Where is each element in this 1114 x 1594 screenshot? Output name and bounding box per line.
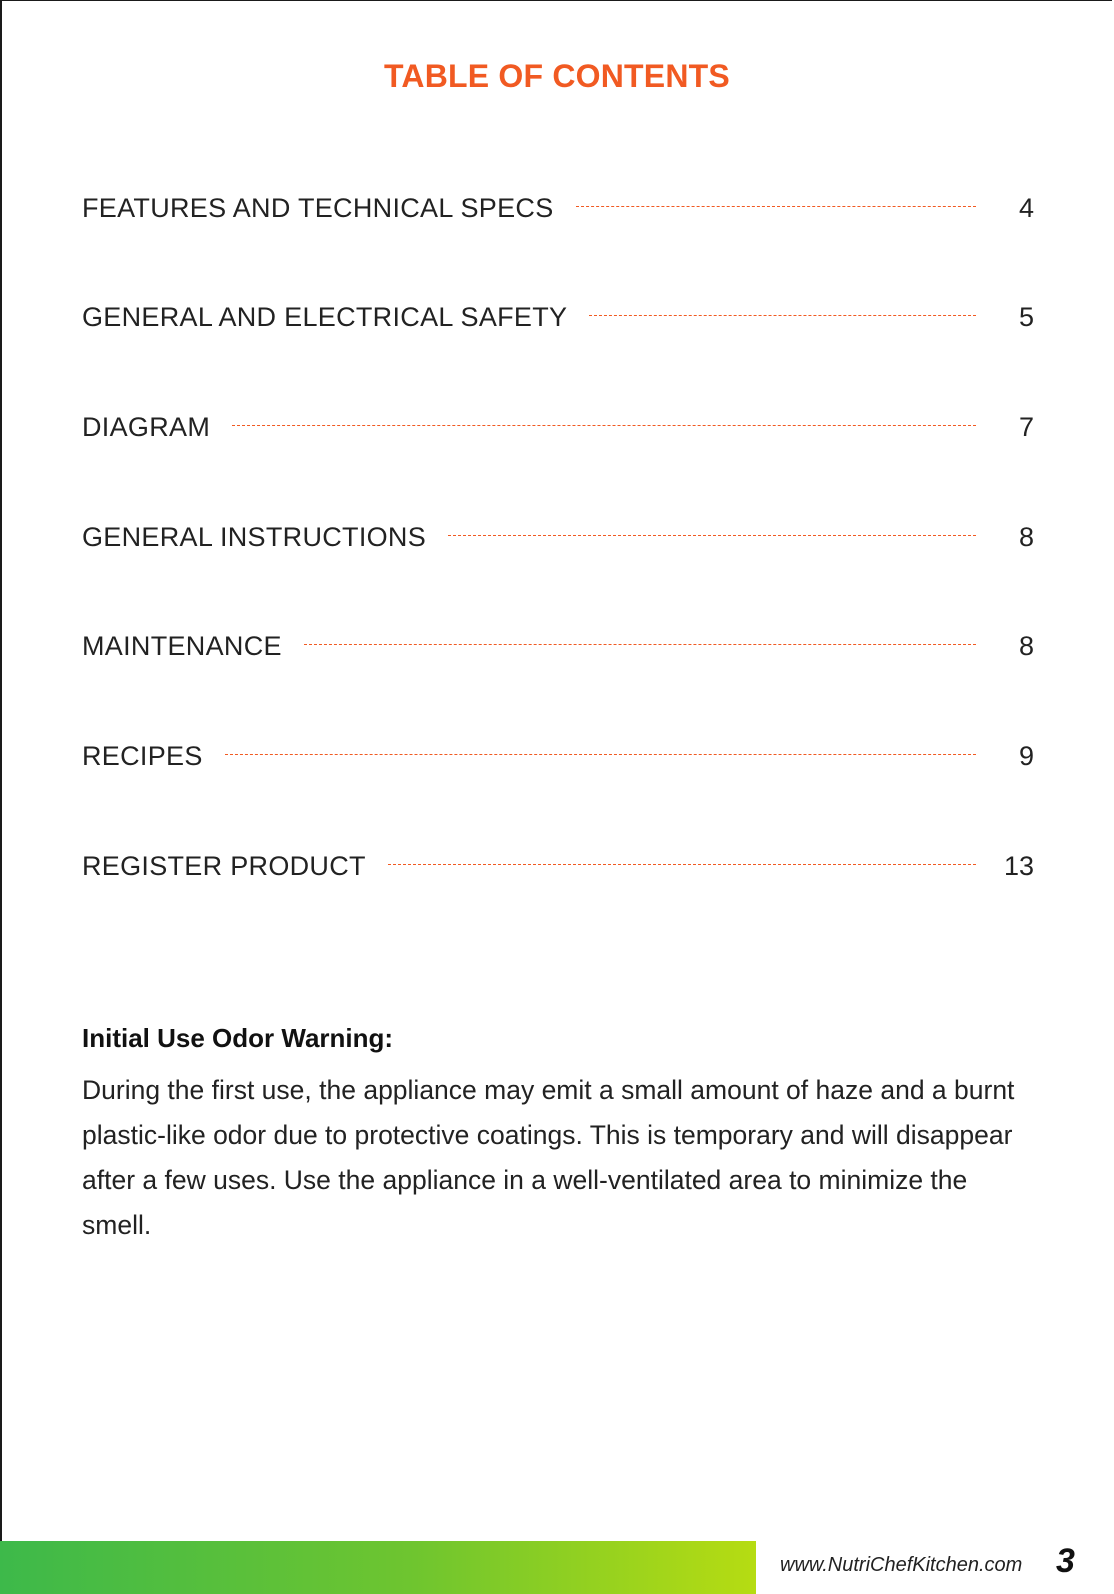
toc-entry[interactable] [82,627,1034,667]
toc-entry-label: GENERAL AND ELECTRICAL SAFETY [82,302,568,333]
toc-entry[interactable] [82,298,1034,338]
toc-entry-label: GENERAL INSTRUCTIONS [82,521,427,552]
footer-gradient-bar [0,1541,756,1594]
toc-entry-page: 13 [1003,850,1034,881]
toc-leader-dots [576,206,977,207]
toc-leader-dots [304,644,976,645]
page-title: TABLE OF CONTENTS [384,58,730,94]
footer-website-url: www.NutriChefKitchen.com [780,1554,1023,1576]
toc-entry[interactable] [82,188,1034,228]
toc-leader-dots [232,425,976,426]
toc-entry-label: FEATURES AND TECHNICAL SPECS [82,192,554,223]
odor-warning [82,1023,1042,1248]
toc-leader-dots [225,754,976,755]
toc-entry-label: MAINTENANCE [82,631,282,662]
toc-entry[interactable] [82,846,1034,886]
toc-entry[interactable] [82,407,1034,447]
toc-entry-label: REGISTER PRODUCT [82,850,366,881]
toc-leader-dots [589,315,976,316]
warning-title: Initial Use Odor Warning: [82,1023,394,1053]
toc-entry-page: 4 [1018,192,1034,223]
toc-entry-label: DIAGRAM [82,411,211,442]
toc-leader-dots [388,864,976,865]
toc-entry-page: 5 [1018,302,1034,333]
toc-leader-dots [448,535,976,536]
toc-entry-page: 8 [1018,631,1034,662]
toc-entry-page: 7 [1018,411,1034,442]
toc-entry-label: RECIPES [82,740,203,771]
toc-entry-page: 9 [1018,740,1034,771]
toc-entry[interactable] [82,517,1034,557]
toc-entry[interactable] [82,736,1034,776]
table-of-contents [82,188,1034,956]
footer-page-number: 3 [1056,1542,1075,1580]
toc-entry-page: 8 [1018,521,1034,552]
warning-body: During the first use, the appliance may emit a small amount of haze and a burnt plastic-like odor due to protective coatings. This is temporary and will disappear after a few uses. Use the appliance in a well-ventilated area to minimize the smell. [82,1075,1015,1240]
